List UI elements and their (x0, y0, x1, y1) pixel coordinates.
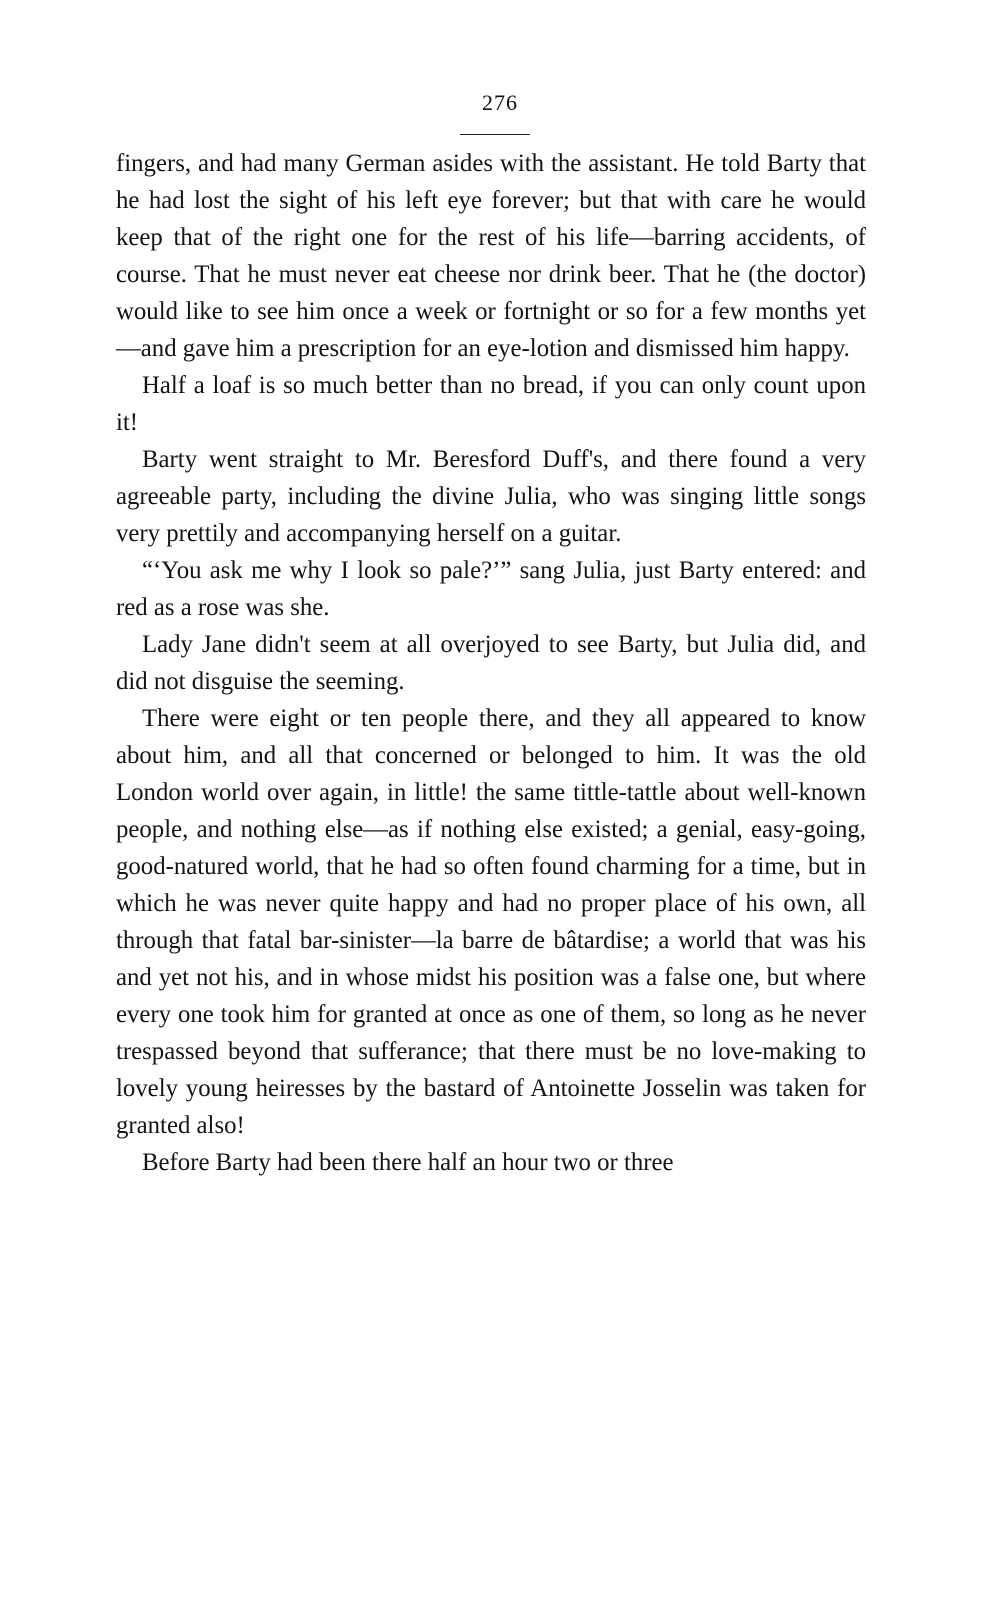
paragraph: “‘You ask me why I look so pale?’” sang Julia, just Barty entered: and red as a rose was she. (116, 557, 866, 621)
paragraph-continues: Before Barty had been there half an hour two or three (142, 1149, 674, 1176)
paragraph: There were eight or ten people there, and they all appeared to know about him, and all that concerned or belonged to him. It was the old London world over again, in little! the same tittle-tattle about well-known people, and nothing else—as if nothing else existed; a genial, easy-going, good-natured world, that he had so often found charming for a time, but in which he was never quite happy and had no proper place of his own, all through that fatal bar-sinister—la barre de bâtardise; a world that was his and yet not his, and in whose midst his position was a false one, but where every one took him for granted at once as one of them, so long as he never trespassed beyond that sufferance; that there must be no love-making to lovely young heiresses by the bastard of Antoinette Josselin was taken for granted also! (116, 705, 866, 1139)
paragraph: Half a loaf is so much better than no bread, if you can only count upon it! (116, 372, 866, 436)
paragraph: Lady Jane didn't seem at all overjoyed to see Barty, but Julia did, and did not disguise the seeming. (116, 631, 866, 695)
header-rule (460, 134, 530, 135)
page-number: 276 (482, 90, 518, 115)
paragraph-continued: fingers, and had many German asides with the assistant. He told Barty that he had lost the sight of his left eye forever; but that with care he would keep that of the right one for the rest of his life—barring accidents, of course. That he must never eat cheese nor drink beer. That he (the doctor) would like to see him once a week or fortnight or so for a few months yet—and gave him a prescription for an eye-lotion and dismissed him happy. (116, 150, 866, 362)
paragraph: Barty went straight to Mr. Beresford Duff's, and there found a very agreeable party, including the divine Julia, who was singing little songs very prettily and accompanying herself on a guitar. (116, 446, 866, 547)
page-body (116, 145, 866, 1181)
